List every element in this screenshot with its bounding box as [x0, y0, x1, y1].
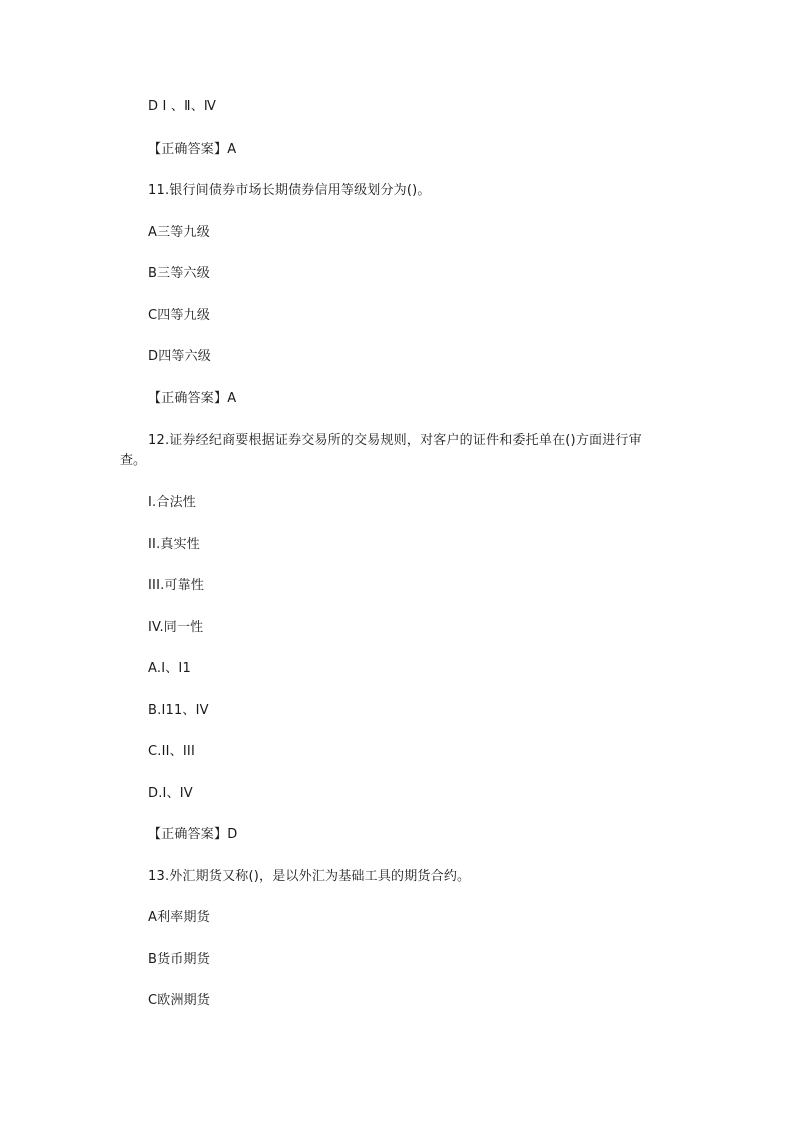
question-11: 11.银行间债券市场长期债券信用等级划分为()。 — [148, 183, 431, 198]
option-c-q11: C四等九级 — [148, 308, 211, 323]
question-12: 12.证券经纪商要根据证券交易所的交易规则，对客户的证件和委托单在()方面进行审 — [148, 433, 642, 448]
answer-q12: 【正确答案】D — [148, 827, 238, 842]
statement-i-q12: I.合法性 — [148, 495, 196, 510]
option-b-q13: B货币期货 — [148, 952, 210, 967]
option-d-q12: D.I、IV — [148, 786, 193, 801]
statement-iii-q12: III.可靠性 — [148, 578, 205, 593]
option-a-q11: A三等九级 — [148, 225, 210, 240]
option-a-q13: A利率期货 — [148, 910, 210, 925]
option-b-q11: B三等六级 — [148, 266, 210, 281]
statement-ii-q12: II.真实性 — [148, 537, 201, 552]
option-b-q12: B.I11、IV — [148, 703, 209, 718]
answer-q11: 【正确答案】A — [148, 391, 237, 406]
option-c-q13: C欧洲期货 — [148, 993, 211, 1008]
option-d-q11: D四等六级 — [148, 349, 212, 364]
question-12-continued: 查。 — [120, 453, 147, 468]
option-d-q10: D Ⅰ 、Ⅱ、Ⅳ — [148, 99, 217, 114]
option-a-q12: A.I、I1 — [148, 661, 191, 676]
answer-q10: 【正确答案】A — [148, 142, 237, 157]
question-13: 13.外汇期货又称()，是以外汇为基础工具的期货合约。 — [148, 869, 471, 884]
option-c-q12: C.II、III — [148, 744, 195, 759]
statement-iv-q12: IV.同一性 — [148, 620, 204, 635]
